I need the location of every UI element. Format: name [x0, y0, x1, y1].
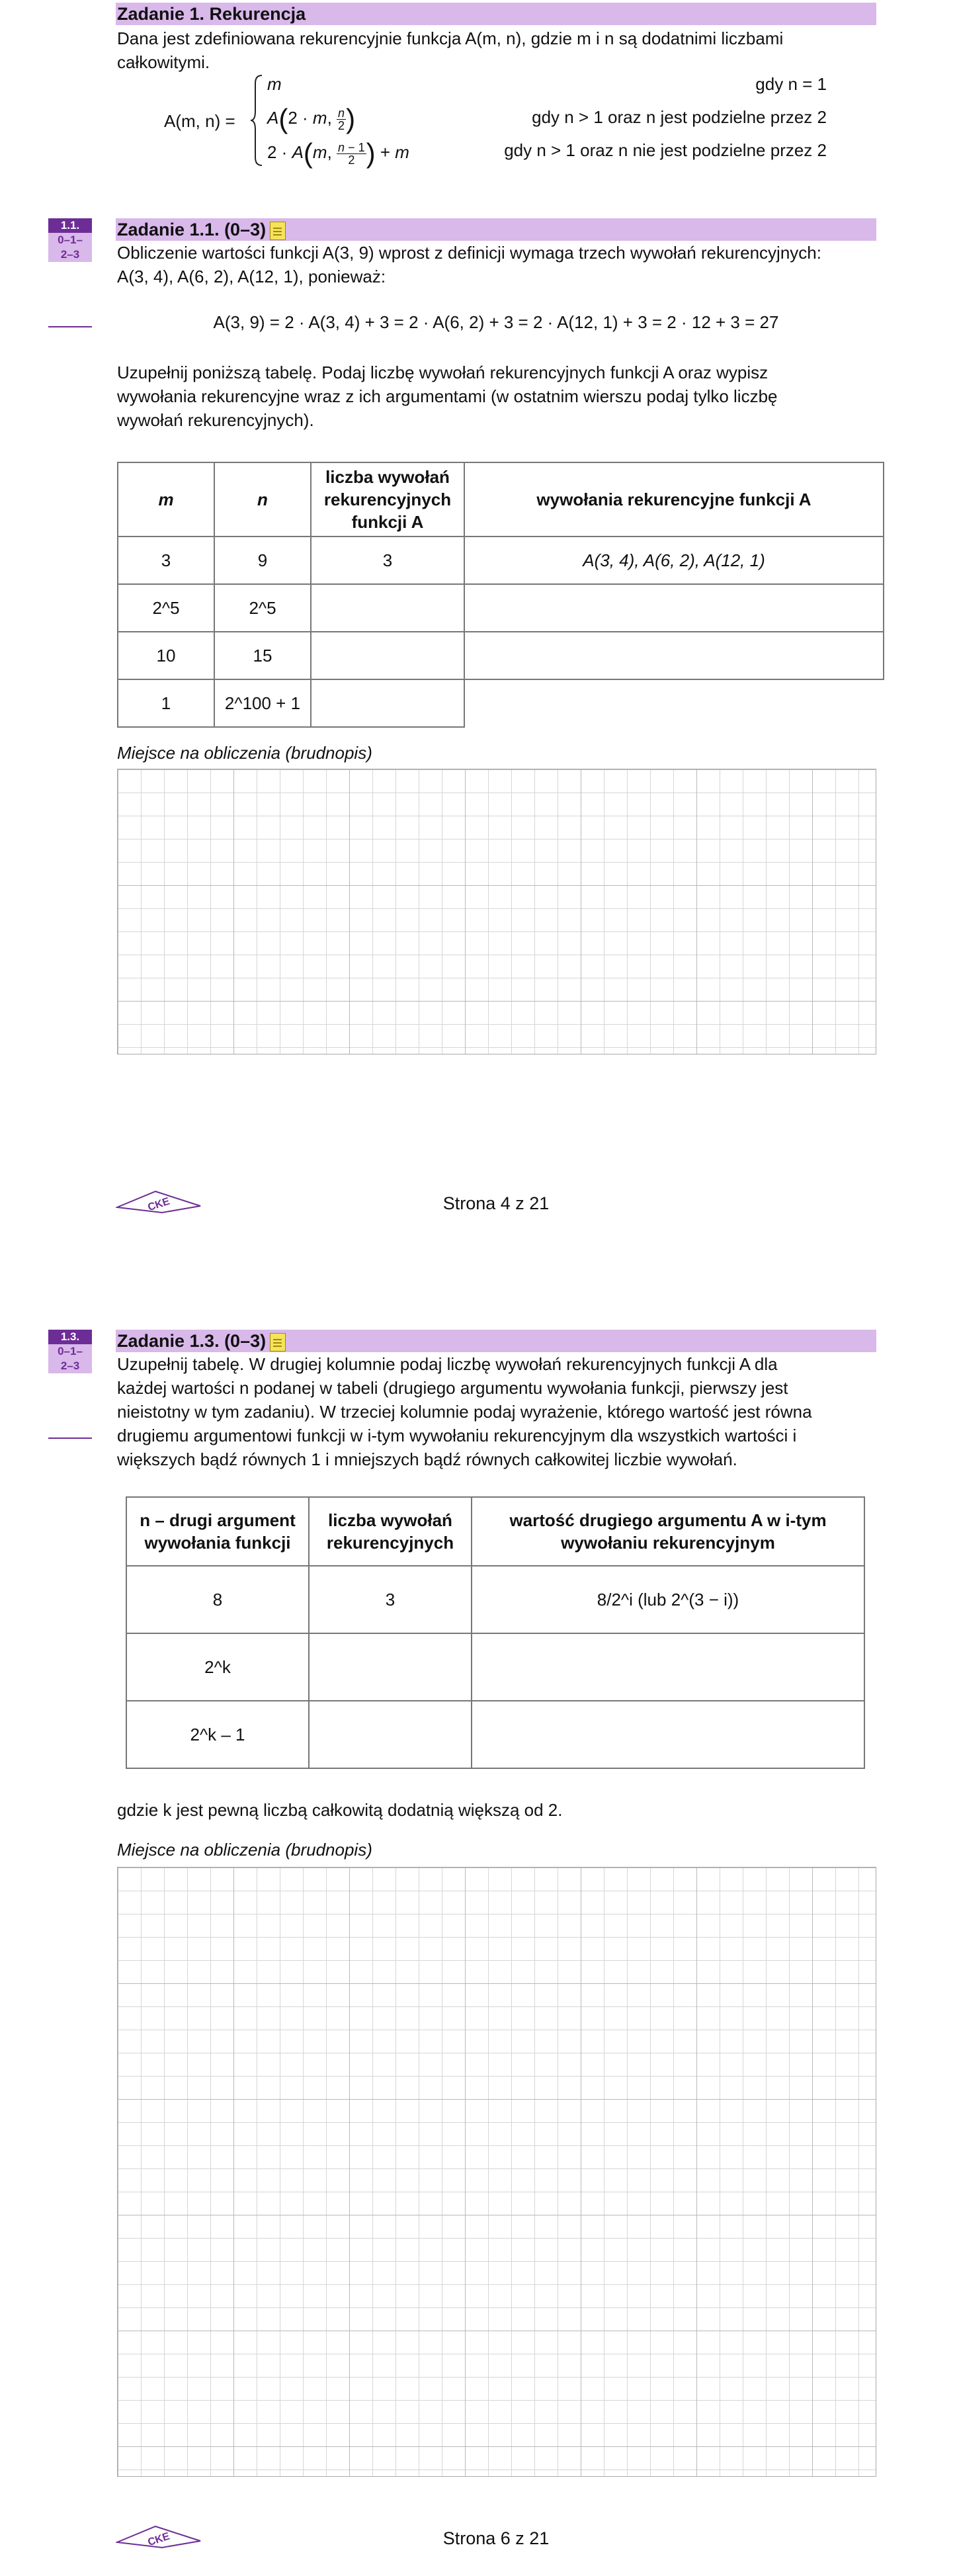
definition-brace — [250, 74, 263, 167]
col-header-value: wartość drugiego argumentu A w i-tym wywołaniu rekurencyjnym — [472, 1497, 864, 1566]
col-header-m: m — [118, 462, 214, 537]
task-header: Zadanie 1. Rekurencja — [116, 3, 876, 25]
answer-cell[interactable] — [311, 679, 464, 727]
answer-table — [117, 462, 884, 728]
case-3-expr: 2 · A(m, $\frac{n - 1}{2}$ ) + m — [267, 138, 409, 169]
answer-cell[interactable] — [311, 584, 464, 632]
case-3-cond: gdy n > 1 oraz n nie jest podzielne przez 2 — [504, 140, 827, 160]
scratch-label: Miejsce na obliczenia (brudnopis) — [117, 1840, 372, 1860]
col-header-n: n — [214, 462, 311, 537]
table-row: 1 2^100 + 1 — [118, 679, 884, 727]
case-1-expr: m — [267, 74, 282, 94]
table-row: 2^k – 1 — [126, 1701, 864, 1768]
col-header-n: n – drugi argument wywołania funkcji — [126, 1497, 309, 1566]
col-header-count: liczba wywołań rekurencyjnych — [309, 1497, 472, 1566]
answer-cell[interactable] — [464, 584, 884, 632]
subtask-badge: 1.1. 0–1– 2–3 — [48, 218, 92, 262]
intro-text: Dana jest zdefiniowana rekurencyjnie funkcja A(m, n), gdzie m i n są dodatnimi liczbami całkowitymi. — [117, 28, 784, 72]
col-header-count: liczba wywołań rekurencyjnych funkcji A — [311, 462, 464, 537]
answer-cell[interactable] — [309, 1633, 472, 1701]
answer-cell[interactable] — [472, 1701, 864, 1768]
answer-cell[interactable] — [464, 632, 884, 679]
instructions: Uzupełnij poniższą tabelę. Podaj liczbę wywołań rekurencyjnych funkcji A oraz wypisz wywołania rekurencyjne wraz z ich argumentami (w ostatnim wierszu podaj tylko liczbę wywołań rekurencyjnych). — [117, 363, 778, 430]
svg-text:CKE: CKE — [146, 1195, 171, 1214]
answer-table — [126, 1496, 865, 1769]
answer-marker-line — [48, 1438, 92, 1439]
table-row: 8 3 8/2^i (lub 2^(3 − i)) — [126, 1566, 864, 1633]
scratch-grid[interactable] — [117, 1867, 876, 2477]
scratch-label: Miejsce na obliczenia (brudnopis) — [117, 743, 372, 763]
subtask-badge: 1.3. 0–1– 2–3 — [48, 1330, 92, 1373]
definition-lhs: A(m, n) = — [164, 111, 235, 131]
note-icon — [270, 222, 286, 240]
case-2-cond: gdy n > 1 oraz n jest podzielne przez 2 — [532, 107, 827, 127]
subtask-header: Zadanie 1.1. (0–3) — [116, 218, 876, 241]
subtask-header: Zadanie 1.3. (0–3) — [116, 1330, 876, 1352]
table-row: 3 9 3 A(3, 4), A(6, 2), A(12, 1) — [118, 537, 884, 584]
svg-text:CKE: CKE — [146, 2530, 171, 2549]
answer-cell[interactable] — [311, 632, 464, 679]
subtask-text: Obliczenie wartości funkcji A(3, 9) wprost z definicji wymaga trzech wywołań rekurencyjnych: A(3, 4), A(6, 2), A(12, 1), ponieważ: — [117, 243, 821, 286]
footnote: gdzie k jest pewną liczbą całkowitą dodatnią większą od 2. — [117, 1800, 563, 1820]
page-number: Strona 4 z 21 — [442, 1193, 550, 1213]
page-number: Strona 6 z 21 — [442, 2528, 550, 2548]
table-row: 2^k — [126, 1633, 864, 1701]
case-2-expr: A(2 · m, $\frac{n}{2}$ ) — [267, 103, 356, 134]
case-1-cond: gdy n = 1 — [755, 74, 827, 94]
equation: A(3, 9) = 2 · A(3, 4) + 3 = 2 · A(6, 2) + 3 = 2 · A(12, 1) + 3 = 2 · 12 + 3 = 27 — [213, 312, 779, 332]
table-row: 2^5 2^5 — [118, 584, 884, 632]
col-header-calls: wywołania rekurencyjne funkcji A — [464, 462, 884, 537]
answer-cell[interactable] — [309, 1701, 472, 1768]
note-icon — [270, 1333, 286, 1352]
subtask-text: Uzupełnij tabelę. W drugiej kolumnie podaj liczbę wywołań rekurencyjnych funkcji A dla każdej wartości n podanej w tabeli (drugiego argumentu wywołania funkcji, pierwszy jest nieistotny w tym zadaniu). W trzeciej kolumnie podaj wyrażenie, którego wartość jest równa drugiemu argumentowi funkcji w i-tym wywołaniu rekurencyjnym dla wszystkich wartości i większych bądź równych 1 i mniejszych bądź równych całkowitej liczbie wywołań. — [117, 1354, 812, 1469]
scratch-grid[interactable] — [117, 769, 876, 1054]
table-row: 10 15 — [118, 632, 884, 679]
answer-cell[interactable] — [472, 1633, 864, 1701]
